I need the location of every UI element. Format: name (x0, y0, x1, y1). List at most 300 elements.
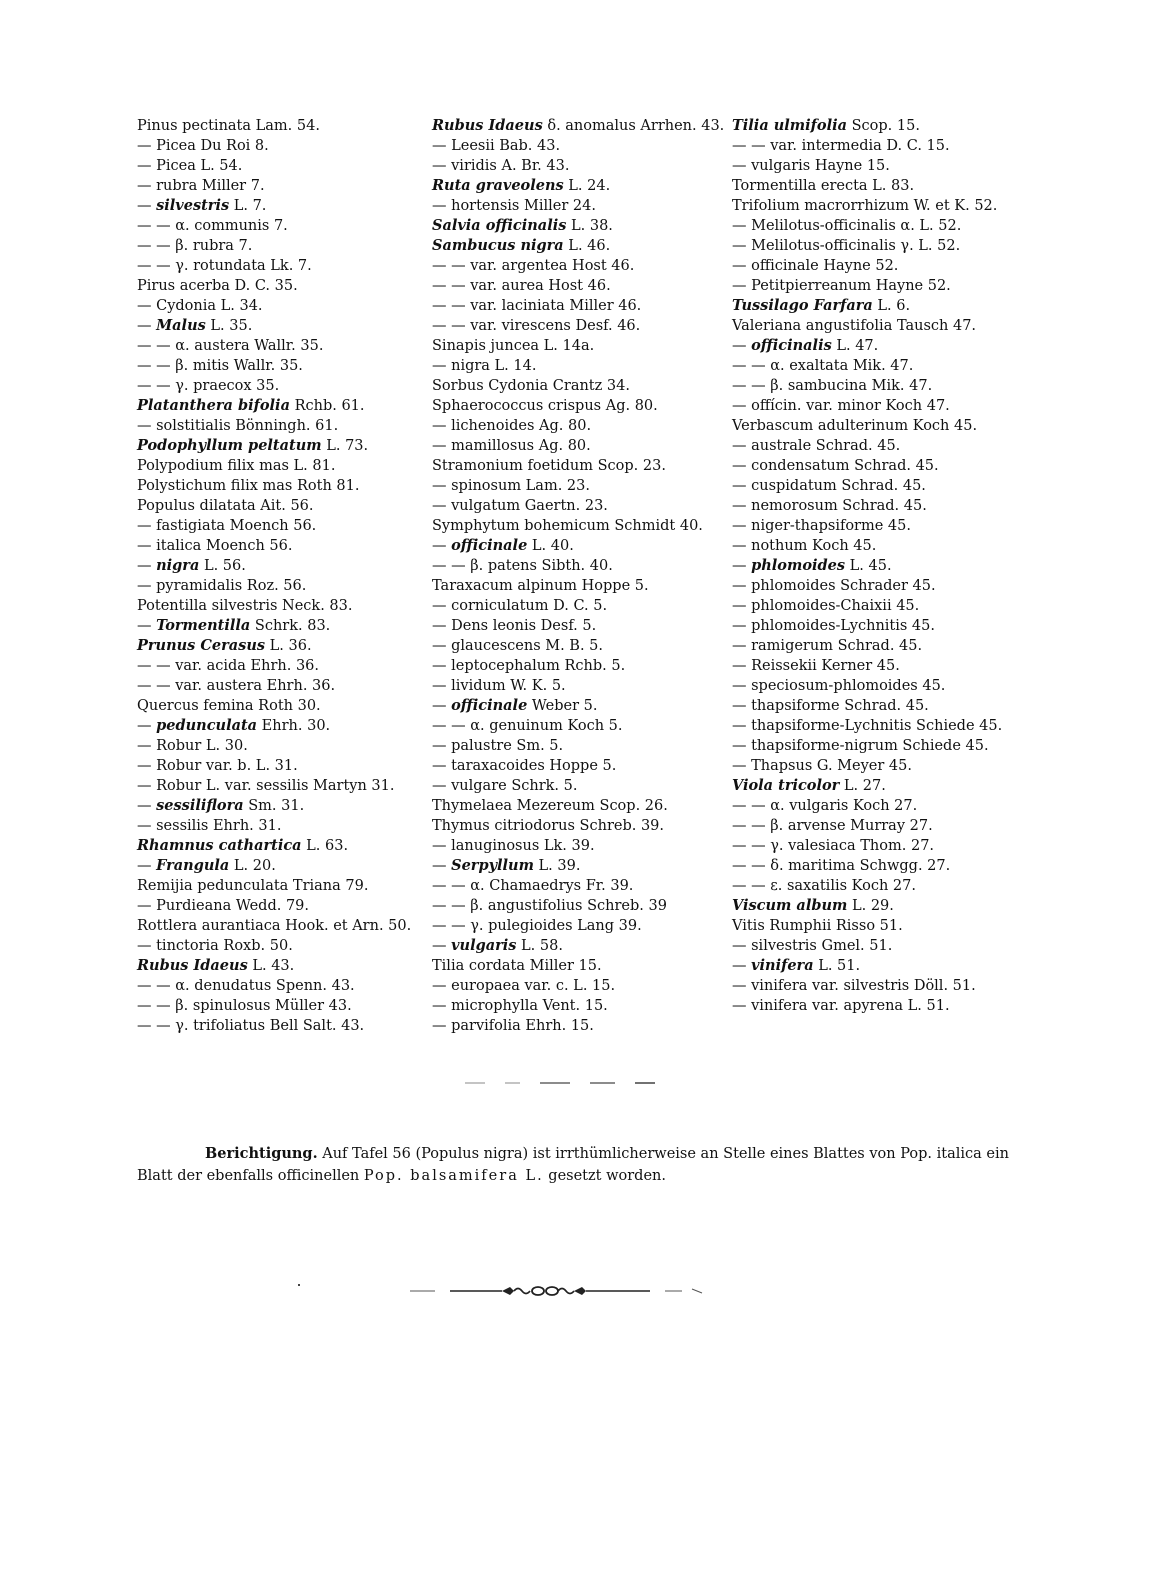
correction-note (137, 1143, 1017, 1187)
index-entry-text: — — var. aurea Host 46. (432, 278, 611, 294)
index-entry-text: — vinifera var. silvestris Döll. 51. (732, 978, 976, 994)
index-entry (732, 696, 1022, 716)
index-entry (732, 876, 1022, 896)
index-entry (137, 596, 417, 616)
index-entry (137, 996, 417, 1016)
index-entry-text: — phlomoides Schrader 45. (732, 578, 936, 594)
end-ornament-icon (410, 1284, 710, 1298)
index-entry-text: — — γ. pulegioides Lang 39. (432, 918, 642, 934)
index-entry (432, 216, 722, 236)
index-entry-text: — — var. laciniata Miller 46. (432, 298, 642, 314)
index-entry-text: — thapsiforme-nigrum Schiede 45. (732, 738, 989, 754)
index-entry-text: L. 45. (845, 558, 892, 574)
index-entry-text: — europaea var. c. L. 15. (432, 978, 616, 994)
index-entry-text: L. 7. (229, 198, 267, 214)
index-entry-name-italic: Frangula (156, 857, 230, 874)
index-entry-text: L. 47. (831, 338, 879, 354)
index-entry (432, 496, 722, 516)
index-entry-text: — nemorosum Schrad. 45. (732, 498, 927, 514)
index-entry-name-italic: Salvia officinalis (432, 217, 567, 234)
index-entry-text: Tormentilla erecta L. 83. (732, 178, 915, 194)
index-entry-text: — vinifera var. apyrena L. 51. (732, 998, 950, 1014)
index-entry (137, 976, 417, 996)
index-entry-text: L. 43. (247, 958, 295, 974)
index-entry (137, 696, 417, 716)
index-entry (732, 776, 1022, 796)
index-entry (732, 276, 1022, 296)
index-entry (732, 896, 1022, 916)
index-entry-text: — — α. Chamaedrys Fr. 39. (432, 878, 634, 894)
correction-text-part-1: Auf Tafel 56 (Populus nigra) ist irrthümlicherweise an Stelle eines Blattes von Pop. italica ein Blatt der ebenfalls officinellen (137, 1145, 1009, 1184)
correction-spaced-name: Pop. balsamifera L. (363, 1167, 544, 1184)
index-entry (137, 676, 417, 696)
index-entry-text: L. 56. (199, 558, 246, 574)
index-entry-text: — viridis A. Br. 43. (432, 158, 570, 174)
index-entry (137, 136, 417, 156)
index-entry-text: — — α. genuinum Koch 5. (432, 718, 623, 734)
index-entry (732, 416, 1022, 436)
index-entry (137, 176, 417, 196)
index-entry-name-italic: Ruta graveolens (432, 177, 564, 194)
index-entry (732, 296, 1022, 316)
index-entry-name-italic: Podophyllum peltatum (137, 437, 322, 454)
index-entry-text: — sessilis Ehrh. 31. (137, 818, 282, 834)
index-entry-text: — — α. vulgaris Koch 27. (732, 798, 918, 814)
index-entry (137, 196, 417, 216)
index-entry-text: L. 63. (301, 838, 349, 854)
index-entry-text: — — γ. rotundata Lk. 7. (137, 258, 312, 274)
index-entry-name-italic: Viola tricolor (732, 777, 840, 794)
index-entry-text: — Robur var. b. L. 31. (137, 758, 298, 774)
index-entry (732, 596, 1022, 616)
index-entry-text: Rchb. 61. (289, 398, 365, 414)
index-entry-text: — spinosum Lam. 23. (432, 478, 590, 494)
index-entry-text: — Leesii Bab. 43. (432, 138, 561, 154)
index-entry-text: — Picea Du Roi 8. (137, 138, 269, 154)
index-entry (137, 716, 417, 736)
index-entry-text: L. 24. (563, 178, 611, 194)
index-entry-text: — — δ. maritima Schwgg. 27. (732, 858, 951, 874)
index-entry (732, 116, 1022, 136)
index-entry (732, 536, 1022, 556)
index-entry-text: — taraxacoides Hoppe 5. (432, 758, 617, 774)
index-entry-text: — pyramidalis Roz. 56. (137, 578, 307, 594)
index-entry (732, 496, 1022, 516)
index-entry-name-italic: Tilia ulmifolia (732, 117, 847, 134)
index-entry-text: L. 51. (813, 958, 861, 974)
index-entry (432, 676, 722, 696)
index-entry (432, 376, 722, 396)
index-entry-name-italic: officinale (451, 537, 528, 554)
index-entry (137, 576, 417, 596)
index-entry-text: L. 73. (321, 438, 369, 454)
index-entry-text: — — var. acida Ehrh. 36. (137, 658, 320, 674)
index-entry (432, 296, 722, 316)
index-entry (432, 1016, 722, 1036)
index-entry-text: Valeriana angustifolia Tausch 47. (732, 318, 977, 334)
index-entry (137, 316, 417, 336)
index-entry (732, 676, 1022, 696)
index-entry (732, 516, 1022, 536)
index-entry (432, 716, 722, 736)
index-entry (732, 636, 1022, 656)
index-entry (137, 896, 417, 916)
index-entry (432, 276, 722, 296)
index-entry-text: — hortensis Miller 24. (432, 198, 596, 214)
index-entry (432, 596, 722, 616)
index-entry (732, 836, 1022, 856)
index-entry-text: L. 39. (533, 858, 581, 874)
index-entry (432, 196, 722, 216)
index-entry (432, 476, 722, 496)
index-entry (137, 356, 417, 376)
index-entry-name-italic: Malus (156, 317, 206, 334)
index-entry-text: L. 46. (563, 238, 611, 254)
index-entry (432, 896, 722, 916)
index-entry-text: — — β. spinulosus Müller 43. (137, 998, 352, 1014)
index-entry (137, 876, 417, 896)
index-entry-text: — rubra Miller 7. (137, 178, 265, 194)
index-entry-name-italic: Rubus Idaeus (137, 957, 248, 974)
index-entry-text: — — β. sambucina Mik. 47. (732, 378, 933, 394)
index-entry-text: L. 36. (265, 638, 312, 654)
index-entry-text: — lanuginosus Lk. 39. (432, 838, 595, 854)
index-entry (137, 436, 417, 456)
index-entry (432, 456, 722, 476)
index-entry (137, 856, 417, 876)
index-entry (732, 576, 1022, 596)
index-entry-name-italic: Platanthera bifolia (137, 397, 290, 414)
index-entry-text: — — var. intermedia D. C. 15. (732, 138, 950, 154)
index-entry-text: Populus dilatata Ait. 56. (137, 498, 314, 514)
index-entry (432, 816, 722, 836)
index-entry (432, 636, 722, 656)
index-entry (432, 756, 722, 776)
index-entry (432, 936, 722, 956)
index-column-2 (432, 116, 725, 1036)
index-entry (732, 436, 1022, 456)
index-entry-text: — (137, 798, 157, 814)
index-entry-text: — phlomoides-Chaixii 45. (732, 598, 920, 614)
index-entry (432, 976, 722, 996)
index-entry-text: Pinus pectinata Lam. 54. (137, 118, 320, 134)
index-entry-text: — parvifolia Ehrh. 15. (432, 1018, 594, 1034)
index-entry-text: — offícin. var. minor Koch 47. (732, 398, 950, 414)
index-entry (137, 276, 417, 296)
index-column-3 (732, 116, 1022, 1016)
index-entry (137, 156, 417, 176)
index-entry-text: — — γ. valesiaca Thom. 27. (732, 838, 935, 854)
index-entry-name-italic: Prunus Cerasus (137, 637, 266, 654)
index-entry (732, 716, 1022, 736)
index-entry-text: — palustre Sm. 5. (432, 738, 564, 754)
index-entry (432, 996, 722, 1016)
index-entry-text: — — γ. trifoliatus Bell Salt. 43. (137, 1018, 365, 1034)
index-entry-text: — — α. communis 7. (137, 218, 288, 234)
index-entry-text: — (732, 558, 752, 574)
index-entry (732, 196, 1022, 216)
index-entry (137, 396, 417, 416)
index-entry-text: Stramonium foetidum Scop. 23. (432, 458, 666, 474)
index-entry-text: Vitis Rumphii Risso 51. (732, 918, 903, 934)
index-entry-text: Weber 5. (527, 698, 598, 714)
index-entry (432, 336, 722, 356)
index-entry (732, 376, 1022, 396)
index-entry-text: — niger-thapsiforme 45. (732, 518, 911, 534)
index-entry-text: — — ε. saxatilis Koch 27. (732, 878, 916, 894)
index-entry-text: — (732, 338, 752, 354)
index-entry (137, 956, 417, 976)
index-entry-text: — leptocephalum Rchb. 5. (432, 658, 626, 674)
index-entry-text: — (432, 938, 452, 954)
index-entry-text: — glaucescens M. B. 5. (432, 638, 604, 654)
index-entry-text: — — var. argentea Host 46. (432, 258, 635, 274)
index-entry-text: — — var. austera Ehrh. 36. (137, 678, 336, 694)
index-entry-text: — (137, 558, 157, 574)
index-entry (137, 256, 417, 276)
index-entry (732, 756, 1022, 776)
index-entry (137, 936, 417, 956)
index-entry (732, 936, 1022, 956)
index-entry-name-italic: vinifera (751, 957, 814, 974)
index-entry-text: — italica Moench 56. (137, 538, 293, 554)
index-entry-text: Sinapis juncea L. 14a. (432, 338, 595, 354)
print-speck (298, 1284, 300, 1286)
index-entry-text: Thymelaea Mezereum Scop. 26. (432, 798, 668, 814)
index-entry-text: L. 27. (839, 778, 886, 794)
index-entry (732, 976, 1022, 996)
index-entry (432, 736, 722, 756)
index-entry (137, 516, 417, 536)
index-entry-text: — Thapsus G. Meyer 45. (732, 758, 912, 774)
index-entry-name-italic: nigra (156, 557, 200, 574)
index-entry-text: Sphaerococcus crispus Ag. 80. (432, 398, 658, 414)
index-entry-text: L. 20. (229, 858, 276, 874)
index-entry-text: — (137, 718, 157, 734)
index-entry-text: Quercus femina Roth 30. (137, 698, 321, 714)
index-entry (732, 816, 1022, 836)
index-entry (432, 356, 722, 376)
index-entry-name-italic: Viscum album (732, 897, 848, 914)
index-entry (732, 136, 1022, 156)
index-entry-text: — condensatum Schrad. 45. (732, 458, 939, 474)
index-entry-text: — (732, 958, 752, 974)
index-entry (137, 416, 417, 436)
index-entry-text: — solstitialis Bönningh. 61. (137, 418, 339, 434)
index-entry (432, 116, 725, 136)
index-entry (732, 616, 1022, 636)
index-entry-text: — Dens leonis Desf. 5. (432, 618, 597, 634)
index-entry (432, 136, 722, 156)
index-entry-text: — — β. angustifolius Schreb. 39 (432, 898, 667, 914)
index-entry-name-italic: pedunculata (156, 717, 258, 734)
index-entry (137, 836, 417, 856)
index-entry-text: — Cydonia L. 34. (137, 298, 263, 314)
index-entry (137, 456, 417, 476)
index-entry-text: — (137, 618, 157, 634)
index-entry-text: — silvestris Gmel. 51. (732, 938, 893, 954)
index-entry (137, 236, 417, 256)
index-entry-text: — speciosum-phlomoides 45. (732, 678, 946, 694)
index-entry-text: — cuspidatum Schrad. 45. (732, 478, 926, 494)
index-entry-text: — Petitpierreanum Hayne 52. (732, 278, 951, 294)
index-entry (432, 696, 722, 716)
index-entry-text: — nigra L. 14. (432, 358, 537, 374)
index-entry (732, 336, 1022, 356)
index-entry (137, 756, 417, 776)
index-entry (432, 796, 722, 816)
index-entry-text: Pirus acerba D. C. 35. (137, 278, 298, 294)
index-entry-text: L. 38. (566, 218, 613, 234)
index-entry-text: L. 58. (516, 938, 563, 954)
index-entry-text: — — γ. praecox 35. (137, 378, 280, 394)
index-entry-text: — mamillosus Ag. 80. (432, 438, 591, 454)
index-entry-text: Verbascum adulterinum Koch 45. (732, 418, 978, 434)
index-entry (732, 736, 1022, 756)
index-entry (137, 636, 417, 656)
index-entry (432, 436, 722, 456)
index-entry-text: Symphytum bohemicum Schmidt 40. (432, 518, 703, 534)
section-separator-rule (465, 1081, 665, 1085)
index-entry-text: Polypodium filix mas L. 81. (137, 458, 336, 474)
index-entry-text: Potentilla silvestris Neck. 83. (137, 598, 353, 614)
index-entry (137, 916, 417, 936)
index-entry-text: Trifolium macrorrhizum W. et K. 52. (732, 198, 998, 214)
index-entry (732, 956, 1022, 976)
index-entry-text: — vulgatum Gaertn. 23. (432, 498, 608, 514)
index-entry-text: Sorbus Cydonia Crantz 34. (432, 378, 630, 394)
index-entry (732, 156, 1022, 176)
index-entry-text: — — β. patens Sibth. 40. (432, 558, 613, 574)
index-entry (732, 356, 1022, 376)
index-entry-name-italic: phlomoides (751, 557, 846, 574)
index-entry-text: — phlomoides-Lychnitis 45. (732, 618, 935, 634)
index-entry (732, 916, 1022, 936)
index-entry-text: — — α. exaltata Mik. 47. (732, 358, 914, 374)
index-entry (432, 656, 722, 676)
correction-text-part-2: gesetzt worden. (543, 1167, 666, 1184)
index-entry (137, 476, 417, 496)
index-entry-name-italic: Rhamnus cathartica (137, 837, 302, 854)
index-entry-text: — — β. rubra 7. (137, 238, 253, 254)
index-entry-text: Polystichum filix mas Roth 81. (137, 478, 360, 494)
index-entry-text: — Purdieana Wedd. 79. (137, 898, 310, 914)
index-entry-text: δ. anomalus Arrhen. 43. (542, 118, 725, 134)
index-entry-text: Schrk. 83. (250, 618, 331, 634)
index-entry (137, 336, 417, 356)
index-entry (432, 256, 722, 276)
index-entry (432, 836, 722, 856)
index-entry (732, 796, 1022, 816)
index-entry (137, 616, 417, 636)
index-entry-text: — — var. virescens Desf. 46. (432, 318, 641, 334)
index-entry-name-italic: vulgaris (451, 937, 517, 954)
index-entry-text: — nothum Koch 45. (732, 538, 877, 554)
index-entry (432, 556, 722, 576)
index-entry (137, 556, 417, 576)
index-entry (137, 116, 417, 136)
index-entry-text: — thapsiforme Schrad. 45. (732, 698, 929, 714)
index-entry-text: Scop. 15. (846, 118, 920, 134)
index-entry-text: — (432, 698, 452, 714)
index-entry-name-italic: silvestris (156, 197, 230, 214)
index-entry-name-italic: officinalis (751, 337, 832, 354)
index-entry-name-italic: officinale (451, 697, 528, 714)
index-entry (432, 536, 722, 556)
index-entry (432, 576, 722, 596)
index-column-1 (137, 116, 417, 1036)
index-entry-name-italic: Rubus Idaeus (432, 117, 543, 134)
index-entry (732, 476, 1022, 496)
index-entry (137, 1016, 417, 1036)
index-entry-text: — Robur L. 30. (137, 738, 248, 754)
index-entry (432, 856, 722, 876)
correction-heading: Berichtigung. (205, 1144, 318, 1162)
index-entry-text: Thymus citriodorus Schreb. 39. (432, 818, 665, 834)
index-entry-name-italic: Tussilago Farfara (732, 297, 873, 314)
index-entry-text: — fastigiata Moench 56. (137, 518, 317, 534)
index-entry-text: — — α. denudatus Spenn. 43. (137, 978, 355, 994)
index-entry (137, 496, 417, 516)
index-entry (732, 316, 1022, 336)
index-entry-text: — — β. mitis Wallr. 35. (137, 358, 303, 374)
index-entry (432, 956, 722, 976)
index-entry (432, 876, 722, 896)
index-entry (732, 236, 1022, 256)
index-entry-name-italic: Serpyllum (451, 857, 534, 874)
index-entry-text: — (137, 858, 157, 874)
index-entry-text: — (137, 198, 157, 214)
index-entry-text: L. 29. (847, 898, 894, 914)
index-entry (137, 816, 417, 836)
index-entry (432, 156, 722, 176)
index-entry-text: L. 35. (205, 318, 253, 334)
index-entry-text: — ramigerum Schrad. 45. (732, 638, 923, 654)
index-entry (432, 516, 722, 536)
index-entry (137, 376, 417, 396)
index-entry-text: — — α. austera Wallr. 35. (137, 338, 324, 354)
index-entry (432, 316, 722, 336)
index-entry-text: Rottlera aurantiaca Hook. et Arn. 50. (137, 918, 412, 934)
index-entry-text: — thapsiforme-Lychnitis Schiede 45. (732, 718, 1003, 734)
index-entry-text: — (432, 538, 452, 554)
index-entry (137, 536, 417, 556)
index-entry (432, 776, 722, 796)
index-entry-text: — Robur L. var. sessilis Martyn 31. (137, 778, 395, 794)
index-entry (432, 916, 722, 936)
index-entry (732, 456, 1022, 476)
index-entry-text: — vulgaris Hayne 15. (732, 158, 890, 174)
index-entry (732, 176, 1022, 196)
index-entry (432, 396, 722, 416)
index-entry (137, 296, 417, 316)
index-entry (137, 776, 417, 796)
index-entry (137, 736, 417, 756)
index-entry-text: L. 40. (527, 538, 574, 554)
index-entry-text: — lividum W. K. 5. (432, 678, 566, 694)
index-entry (432, 176, 722, 196)
index-entry-text: — microphylla Vent. 15. (432, 998, 608, 1014)
index-entry (732, 856, 1022, 876)
index-entry-text: — officinale Hayne 52. (732, 258, 899, 274)
index-entry (432, 236, 722, 256)
index-entry-text: — Picea L. 54. (137, 158, 243, 174)
index-entry (137, 656, 417, 676)
index-entry-name-italic: Tormentilla (156, 617, 251, 634)
index-entry (732, 396, 1022, 416)
index-entry (432, 616, 722, 636)
index-entry (137, 216, 417, 236)
